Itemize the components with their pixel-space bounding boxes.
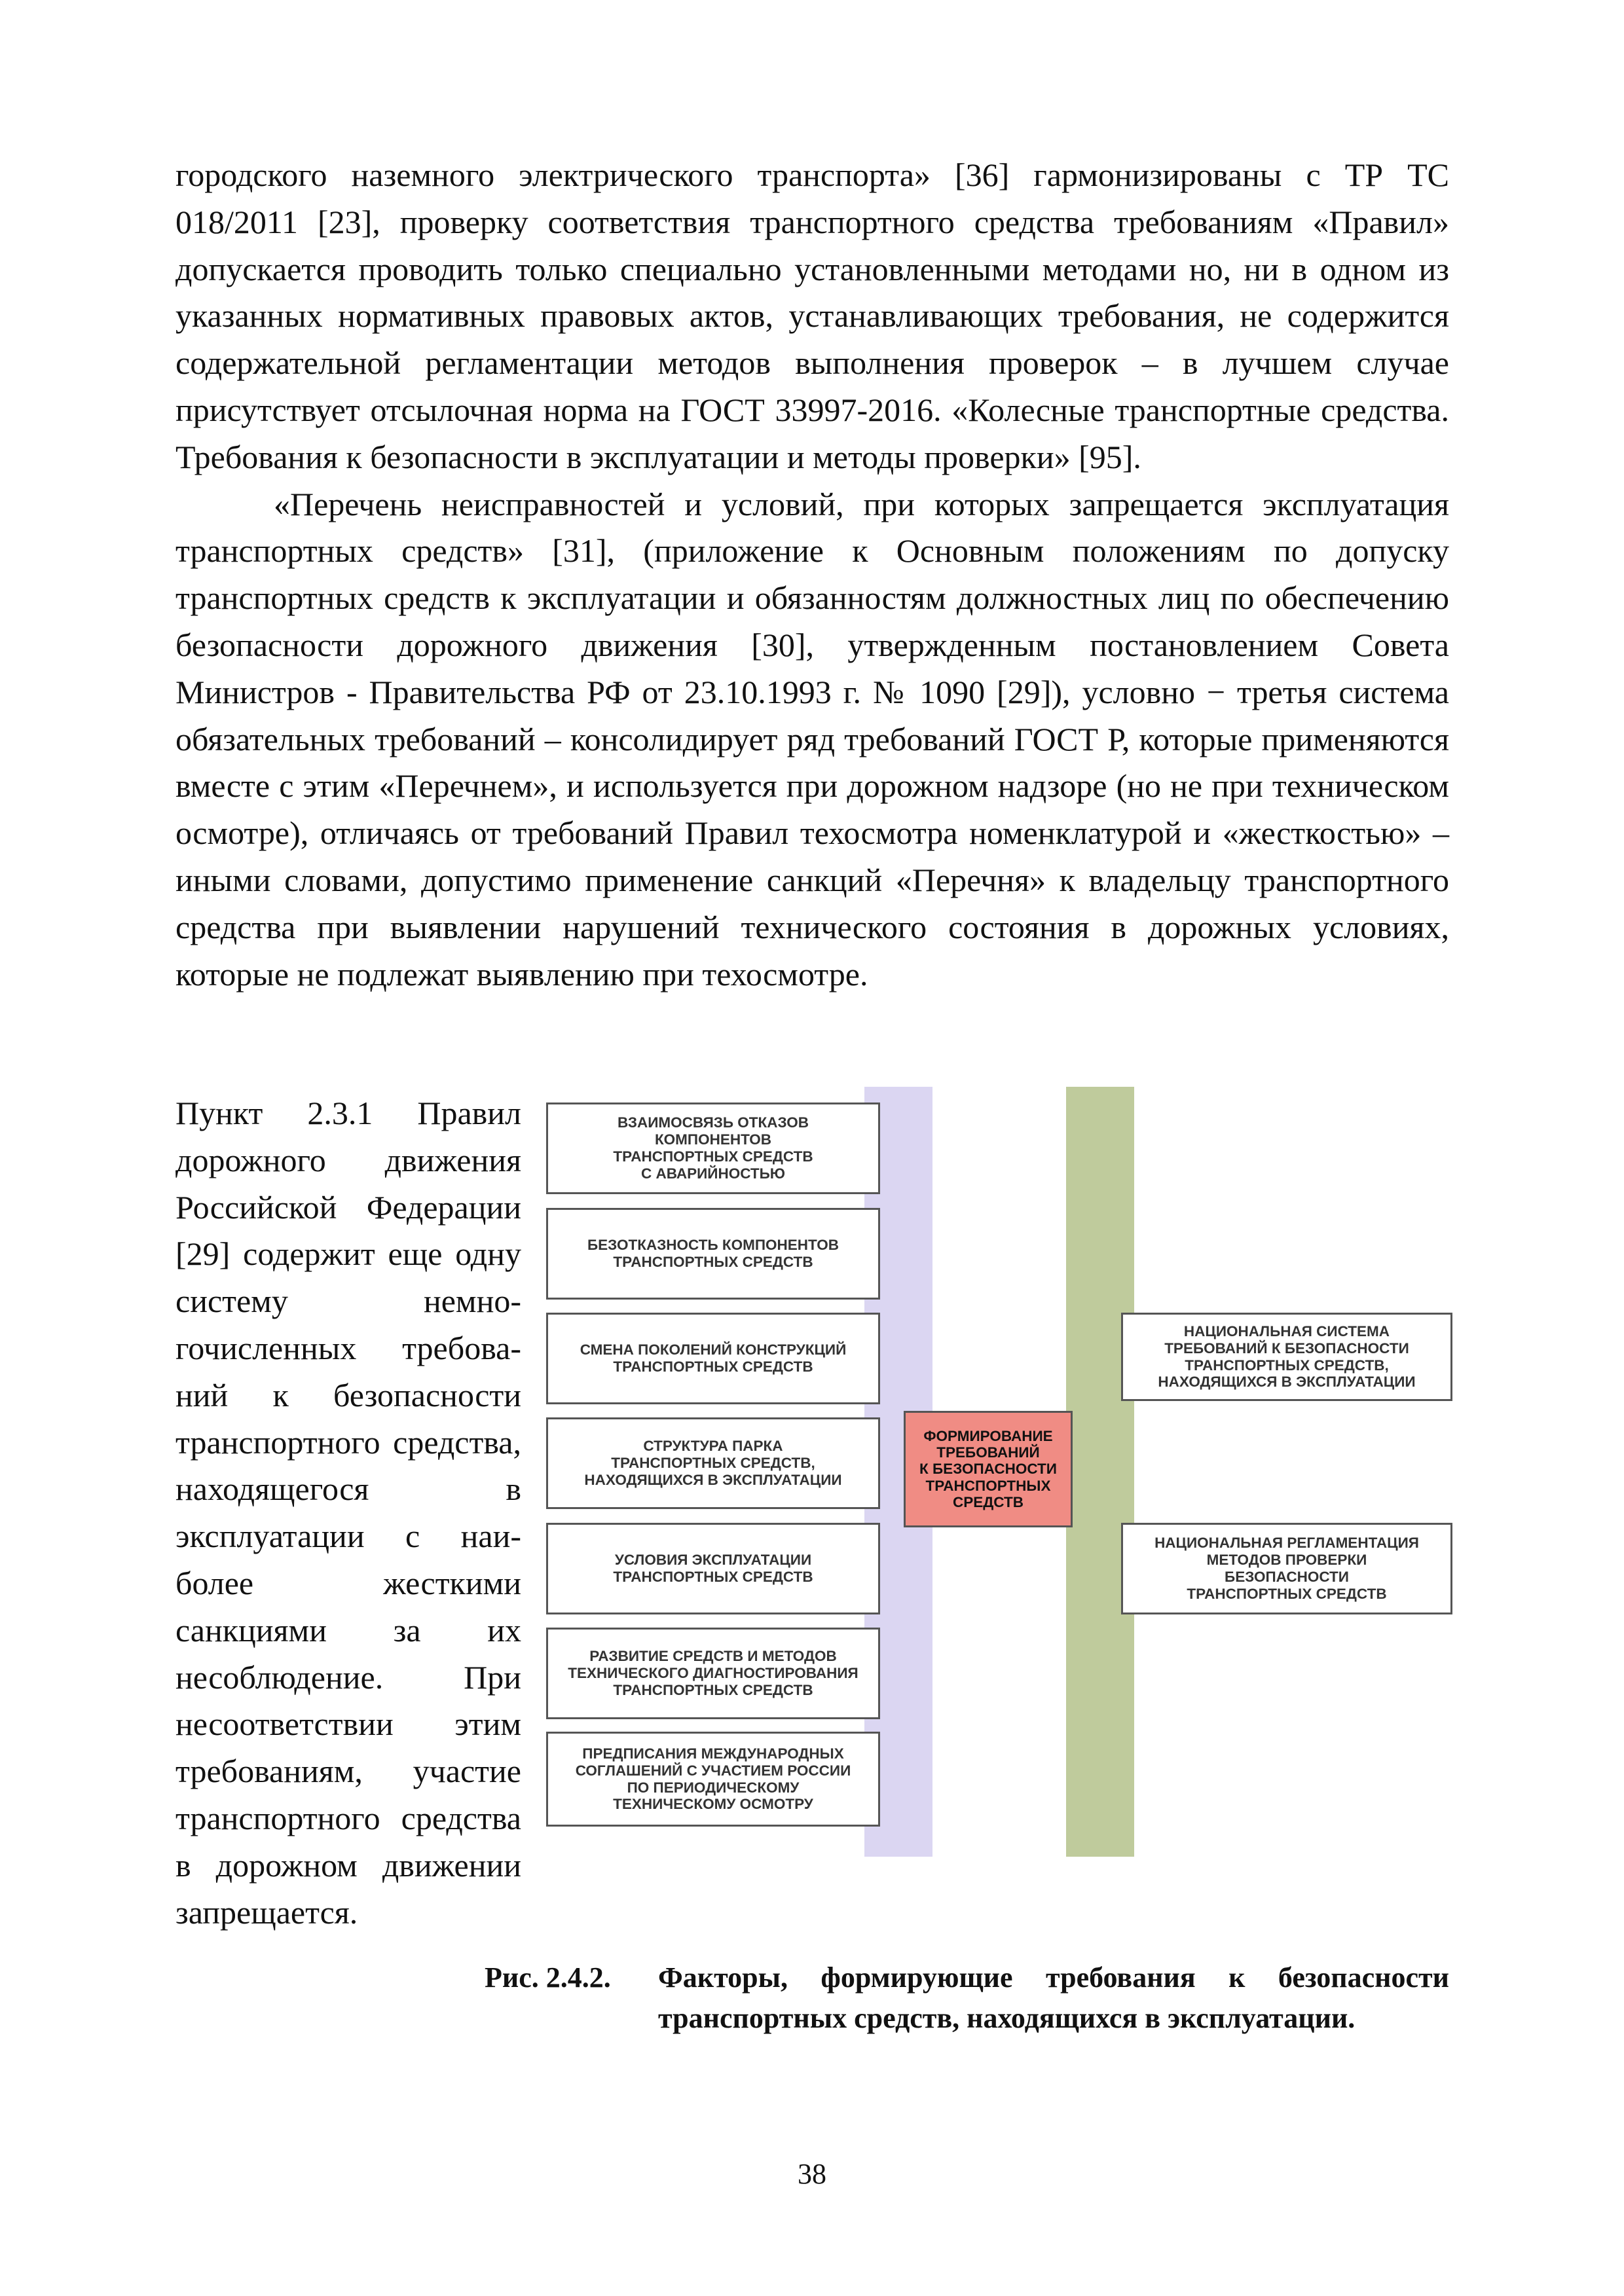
outcome-box-national-methods: НАЦИОНАЛЬНАЯ РЕГЛАМЕНТАЦИЯ МЕТОДОВ ПРОВЕРКИ БЕЗОПАСНОСТИ ТРАНСПОРТНЫХ СРЕДСТВ: [1121, 1523, 1452, 1614]
factor-box-component-reliability: БЕЗОТКАЗНОСТЬ КОМПОНЕНТОВ ТРАНСПОРТНЫХ СРЕДСТВ: [546, 1208, 880, 1300]
factor-box-design-generations: СМЕНА ПОКОЛЕНИЙ КОНСТРУКЦИЙ ТРАНСПОРТНЫХ СРЕДСТВ: [546, 1313, 880, 1404]
outcome-box-national-requirements: НАЦИОНАЛЬНАЯ СИСТЕМА ТРЕБОВАНИЙ К БЕЗОПАСНОСТИ ТРАНСПОРТНЫХ СРЕДСТВ, НАХОДЯЩИХСЯ В ЭКСПЛУАТАЦИИ: [1121, 1313, 1452, 1401]
factor-box-fleet-structure: СТРУКТУРА ПАРКА ТРАНСПОРТНЫХ СРЕДСТВ, НАХОДЯЩИХСЯ В ЭКСПЛУАТАЦИИ: [546, 1417, 880, 1509]
wrapped-paragraph: Пункт 2.3.1 Правил дорожного движения Российской Федерации [29] содержит еще одну систему немногочисленных требований к безопасности транспортного средства, находящегося в эксплуатации с наиболее жесткими санкциями за их несоблюдение. При несоответствии этим требованиям, участие транспортного средства в дорожном движении запрещается.: [175, 1095, 521, 1931]
factor-box-international-agreements: ПРЕДПИСАНИЯ МЕЖДУНАРОДНЫХ СОГЛАШЕНИЙ С УЧАСТИЕМ РОССИИ ПО ПЕРИОДИЧЕСКОМУ ТЕХНИЧЕСКОМУ ОСМОТРУ: [546, 1732, 880, 1827]
paragraph-1: городского наземного электрического транспорта» [36] гармонизированы с ТР ТС 018/2011 [23], проверку соответствия транспортного средства требованиям «Правил» допускается проводить только специально установленными методами но, ни в одном из указанных нормативных правовых актов, устанавливающих требования, не содержится содержательной регламентации методов выполнения проверок – в лучшем случае присутствует отсылочная норма на ГОСТ 33997-2016. «Колесные транспортные средства. Требования к безопасности в эксплуатации и методы проверки» [95].: [175, 156, 1449, 475]
figure-caption: [485, 1958, 1449, 2039]
center-box-forming-requirements: ФОРМИРОВАНИЕ ТРЕБОВАНИЙ К БЕЗОПАСНОСТИ ТРАНСПОРТНЫХ СРЕДСТВ: [904, 1411, 1073, 1527]
body-text: [175, 152, 1449, 998]
factor-box-failure-accident-link: ВЗАИМОСВЯЗЬ ОТКАЗОВ КОМПОНЕНТОВ ТРАНСПОРТНЫХ СРЕДСТВ С АВАРИЙНОСТЬЮ: [546, 1102, 880, 1194]
paragraph-2: «Перечень неисправностей и условий, при которых запрещается эксплуатация транспортных средств» [31], (приложение к Основным положениям по допуску транспортных средств к эксплуатации и обязанностям должностных лиц по обеспечению безопасности дорожного движения [30], утвержденным постановлением Совета Министров - Правительства РФ от 23.10.1993 г. № 1090 [29]), условно − третья система обязательных требований – консолидирует ряд требований ГОСТ Р, которые применяются вместе с этим «Перечнем», и используется при дорожном надзоре (но не при техническом осмотре), отличаясь от требований Правил техосмотра номенклатурой и «жесткостью» – иными словами, допустимо применение санкций «Перечня» к владельцу транспортного средства при выявлении нарушений технического состояния в дорожных условиях, которые не подлежат выявлению при техосмотре.: [175, 485, 1449, 993]
figure-diagram: [542, 1087, 1451, 1859]
factor-box-diagnostics-development: РАЗВИТИЕ СРЕДСТВ И МЕТОДОВ ТЕХНИЧЕСКОГО ДИАГНОСТИРОВАНИЯ ТРАНСПОРТНЫХ СРЕДСТВ: [546, 1628, 880, 1719]
caption-label: Рис. 2.4.2.: [485, 1961, 611, 1994]
page-number: 38: [798, 2158, 826, 2190]
green-connector-band: [1066, 1087, 1134, 1857]
caption-text: Факторы, формирующие требования к безопасности транспортных средств, находящихся в эксплуатации.: [658, 1961, 1449, 2034]
factor-box-operating-conditions: УСЛОВИЯ ЭКСПЛУАТАЦИИ ТРАНСПОРТНЫХ СРЕДСТВ: [546, 1523, 880, 1614]
